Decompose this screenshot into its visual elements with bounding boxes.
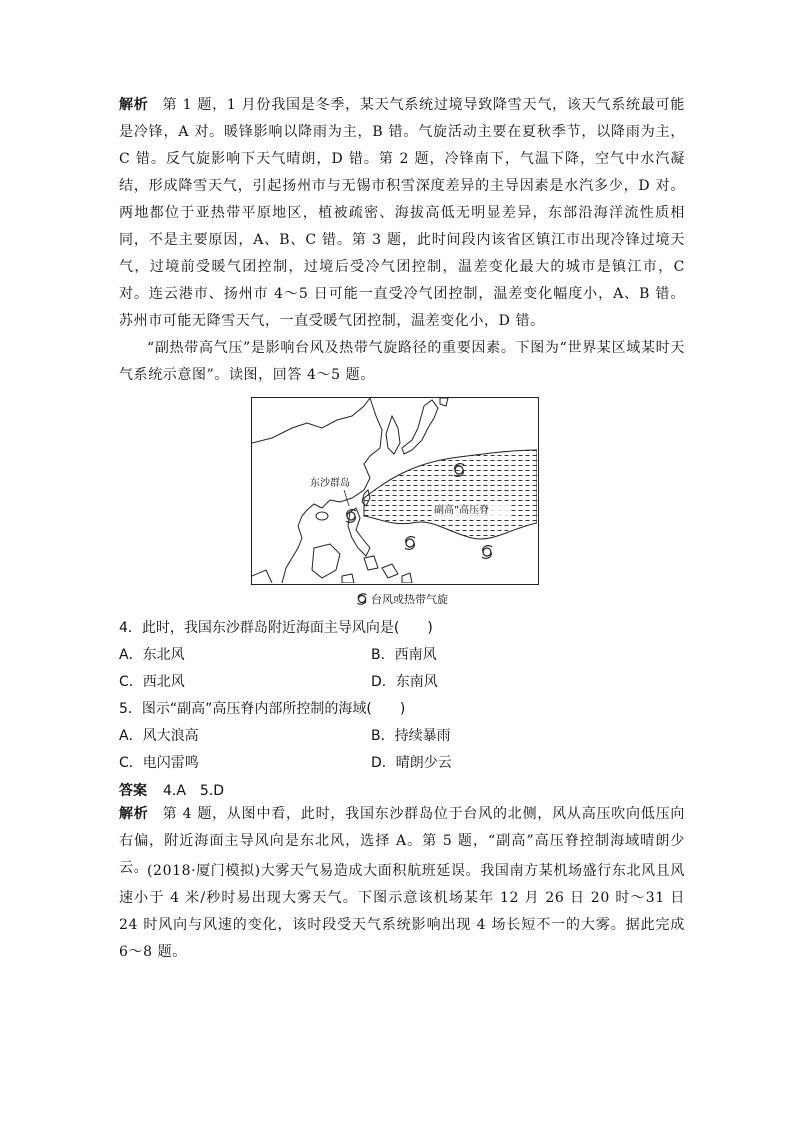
question-4-stem: 4．此时，我国东沙群岛附近海面主导风向是( ) [119,620,433,636]
borneo-island [312,544,340,578]
typhoon-icon [346,510,356,523]
answer-label: 答案 [119,783,147,799]
q5-option-c: C．电闪雷鸣 [119,755,199,771]
dongsha-leader-line [344,490,349,506]
answer-line [119,780,224,800]
q4-option-c: C．西北风 [119,674,185,690]
q4-option-a: A．东北风 [119,647,185,663]
intro-q6-8: (2018·厦门模拟)大雾天气易造成大面积航班延误。我国南方某机场盛行东北风且风速小于 4 米/秒时易出现大雾天气。下图示意该机场某年 12 月 26 日 20 时～31 日 24 时风向与风速的变化，该时段受天气系统影响出现 4 场长短不一的大雾。据此完成 6～8 题。 [119,863,685,960]
hainan-island [316,512,328,520]
q5-option-b: B．持续暴雨 [371,728,451,744]
map-svg [252,398,537,583]
analysis-2-label: 解析 [119,806,149,822]
analysis-1-text: 第 1 题，1 月份我国是冬季，某天气系统过境导致降雪天气，该天气系统最可能是冷锋，A 对。暖锋影响以降雨为主，B 错。气旋活动主要在夏秋季节，以降雨为主，C 错。反气旋影响下天气晴朗，D 错。第 2 题，冷锋南下，气温下降，空气中水汽凝结，形成降雪天气，引起扬州市与无锡市积雪深度差异的主导因素是水汽多少，D 对。两地都位于亚热带平原地区，植被疏密、海拔高低无明显差异，东部沿海洋流性质相同，不是主要原因，A、B、C 错。第 3 题，此时间段内该省区镇江市出现冷锋过境天气，过境前受暖气团控制，过境后受冷气团控制，温差变化最大的城市是镇江市，C 对。连云港市、扬州市 4～5 日可能一直受冷气团控制，温差变化幅度小，A、B 错。苏州市可能无降雪天气，一直受暖气团控制，温差变化小，D 错。 [119,97,685,329]
analysis-1 [119,92,685,335]
map-legend [355,591,448,607]
typhoon-icon [405,537,415,550]
q5-option-a: A．风大浪高 [119,728,199,744]
ridge-label: 副高”高压脊 [434,505,490,516]
q5-option-d: D．晴朗少云 [371,755,452,771]
mainland-coastline [252,398,382,583]
typhoon-icon [355,592,369,606]
question-5-stem: 5．图示“副高”高压脊内部所控制的海域( ) [119,701,406,717]
typhoon-icon [482,546,492,559]
intro-q4-5: “副热带高气压”是影响台风及热带气旋路径的重要因素。下图为“世界某区域某时天气系统示意图”。读图，回答 4～5 题。 [119,340,685,383]
legend-label: 台风或热带气旋 [371,593,448,606]
weather-system-map [251,397,539,585]
japan-islands [402,398,448,454]
analysis-2-text: 第 4 题，从图中看，此时，我国东沙群岛位于台风的北侧，风从高压吹向低压向右偏，附近海面主导风向是东北风，选择 A。第 5 题，“副高”高压脊控制海域晴朗少云。 [119,806,685,876]
q4-option-d: D．东南风 [371,674,438,690]
q4-option-b: B．西南风 [371,647,437,663]
answer-text: 4.A 5.D [163,783,225,799]
small-islands [342,564,412,583]
subtropical-high-ridge [364,450,537,539]
korea-peninsula [386,416,400,454]
analysis-1-label: 解析 [119,97,149,113]
dongsha-label: 东沙群岛 [310,478,350,489]
